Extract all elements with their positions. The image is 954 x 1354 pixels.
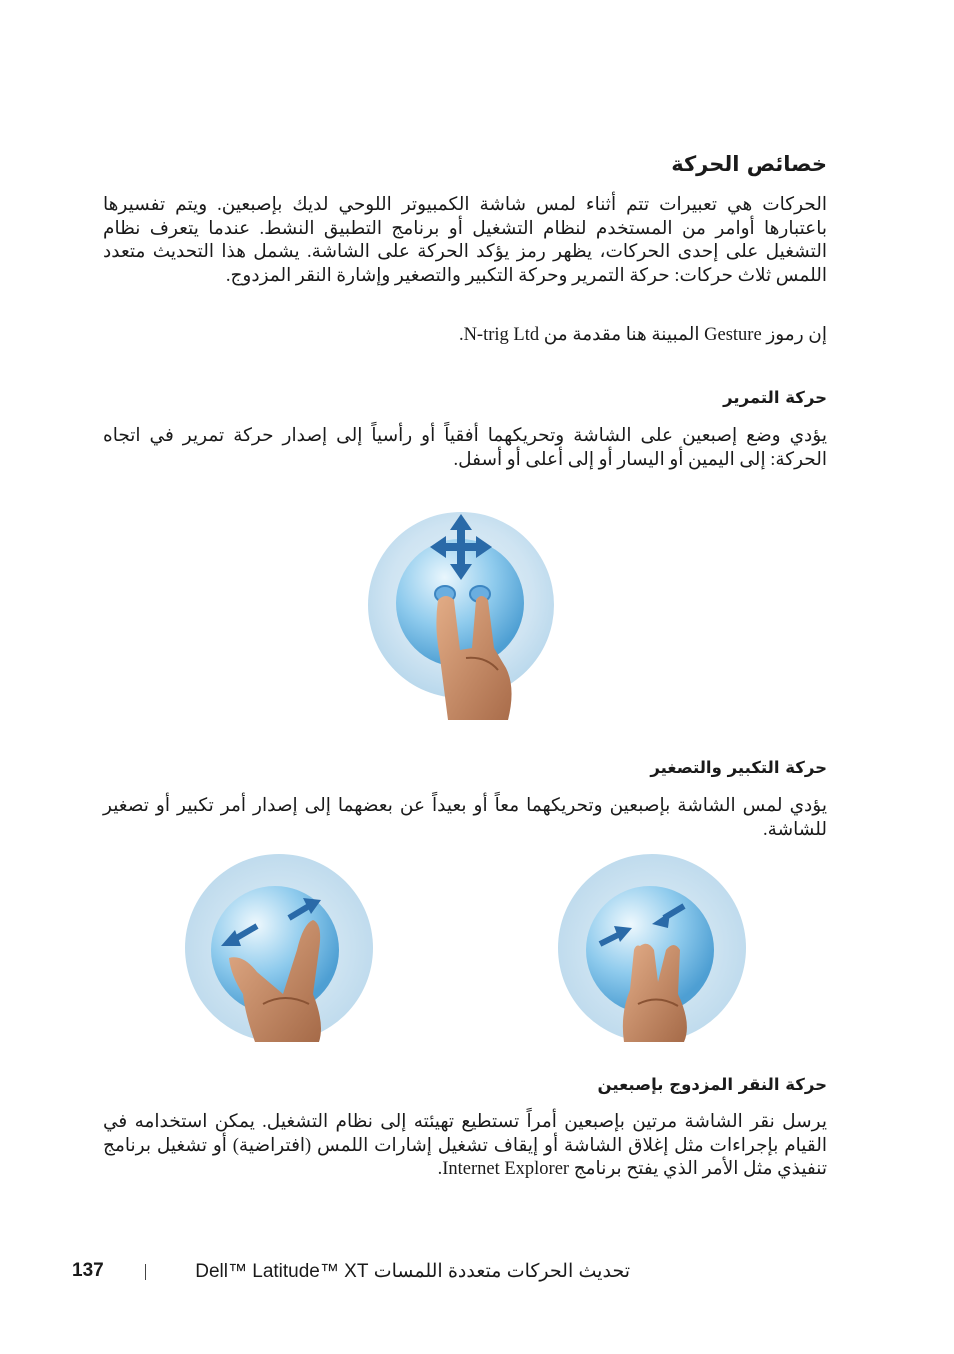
scroll-gesture-body: يؤدي وضع إصبعين على الشاشة وتحريكهما أفقياً أو رأسياً إلى إصدار حركة تمرير في اتجاه الحركة: إلى اليمين أو اليسار أو إلى أعلى أو أسفل. (103, 426, 827, 470)
zoom-in-gesture-icon (558, 854, 746, 1042)
double-tap-gesture-body: يرسل نقر الشاشة مرتين بإصبعين أمراً تستطيع تهيئته إلى نظام التشغيل. يمكن استخدامه في القيام بإجراءات مثل إغلاق الشاشة أو إيقاف تشغيل إشارات اللمس (افتراضية) أو تشغيل برنامج تنفيذي مثل الأمر الذي يفتح برنامج Internet Explorer. (103, 1112, 827, 1179)
intro-paragraph: الحركات هي تعبيرات تتم أثناء لمس شاشة الكمبيوتر اللوحي لديك بإصبعين. ويتم تفسيرها باعتبارها أوامر من المستخدم لنظام التشغيل أو برنامج التطبيق النشط. عندما يتعرف نظام التشغيل على إحدى الحركات، يظهر رمز يؤكد الحركة على الشاشة. يشمل هذا التحديث متعدد اللمس ثلاث حركات: حركة التمرير وحركة التكبير والتصغير وإشارة النقر المزدوج. (103, 195, 827, 286)
credit-paragraph: إن رموز Gesture المبينة هنا مقدمة من N-trig Ltd. (458, 325, 827, 345)
zoom-out-gesture-icon (185, 854, 373, 1042)
zoom-gesture-body: يؤدي لمس الشاشة بإصبعين وتحريكهما معاً أو بعيداً عن بعضهما إلى إصدار أمر تكبير أو تصغير للشاشة. (103, 796, 827, 840)
scroll-gesture-title: حركة التمرير (723, 388, 827, 407)
double-tap-gesture-title: حركة النقر المزدوج بإصبعين (597, 1075, 827, 1094)
footer-title: تحديث الحركات متعددة اللمسات Dell™ Latitude™ XT (195, 1261, 630, 1282)
page-footer (0, 1258, 954, 1288)
footer-separator (145, 1264, 146, 1280)
scroll-gesture-icon (368, 508, 554, 720)
zoom-gesture-title: حركة التكبير والتصغير (650, 758, 827, 777)
section-title: خصائص الحركة (671, 152, 827, 176)
page-number: 137 (72, 1260, 104, 1281)
